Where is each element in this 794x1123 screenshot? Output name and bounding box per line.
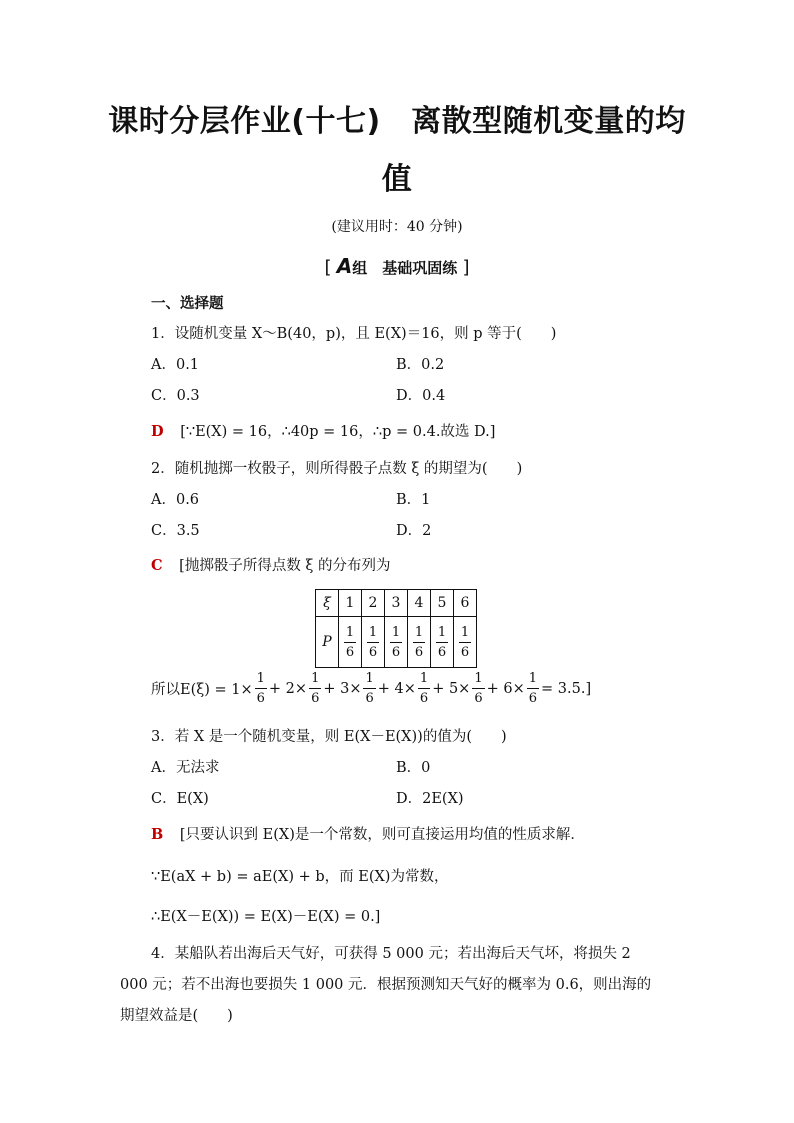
q3-explanation-2: ∵E(aX + b) = aE(X) + b，而 E(X)为常数， [151, 869, 449, 885]
frac-den: 6 [256, 691, 265, 706]
formula-term: + 6× [486, 680, 525, 697]
table-prob [339, 617, 362, 668]
q1-option-c: C．0.3 [151, 388, 200, 404]
q2-option-d: D．2 [396, 523, 432, 539]
expectation-formula [151, 672, 591, 705]
formula-prefix: 所以E(ξ) = 1× [151, 682, 253, 698]
frac-den: 6 [365, 691, 374, 706]
q3-explanation-1: [只要认识到 E(X)是一个常数，则可直接运用均值的性质求解． [179, 827, 585, 843]
frac-num: 1 [459, 626, 471, 643]
frac-num: 1 [309, 672, 321, 689]
formula-frac [309, 672, 321, 705]
frac-num: 1 [472, 672, 484, 689]
q2-option-b: B．1 [396, 492, 431, 508]
table-prob [385, 617, 408, 668]
table-prob [454, 617, 477, 668]
q1-explanation: [∵E(X) = 16，∴40p = 16，∴p = 0.4.故选 D.] [180, 424, 496, 440]
q3-answer: B [151, 826, 164, 843]
formula-suffix: = 3.5.] [541, 680, 592, 697]
q1-stem: 1．设随机变量 X～B(40，p)，且 E(X)＝16，则 p 等于( ) [151, 326, 557, 342]
frac-den: 6 [345, 644, 355, 660]
frac-num: 1 [436, 626, 448, 643]
table-prob [431, 617, 454, 668]
frac-den: 6 [474, 691, 483, 706]
frac-den: 6 [419, 691, 429, 706]
table-prob [362, 617, 385, 668]
q2-solution [151, 554, 391, 575]
q1-solution [151, 420, 495, 441]
q3-stem: 3．若 X 是一个随机变量，则 E(X－E(X))的值为( ) [151, 729, 507, 745]
frac-num: 1 [527, 672, 539, 689]
formula-term: + 5× [432, 680, 471, 697]
frac-num: 1 [413, 626, 425, 643]
frac-num: 1 [255, 672, 267, 689]
q2-option-c: C．3.5 [151, 523, 200, 539]
group-bracket-close: ] [462, 257, 470, 278]
formula-term: + 3× [323, 680, 362, 697]
q3-option-c: C．E(X) [151, 791, 209, 807]
suggested-time: (建议用时：40 分钟) [331, 219, 463, 235]
q4-stem-line3: 期望效益是( ) [120, 1008, 233, 1024]
frac-num: 1 [418, 672, 430, 689]
table-row-values [316, 590, 477, 617]
formula-frac [255, 672, 267, 705]
q1-answer: D [151, 423, 164, 440]
frac-den: 6 [391, 644, 401, 660]
q1-option-d: D．0.4 [396, 388, 446, 404]
page-title-line2: 值 [381, 162, 413, 197]
table-value-2: 2 [362, 590, 385, 617]
q3-solution [151, 823, 585, 844]
table-prob [408, 617, 431, 668]
q4-stem-line1: 4．某船队若出海后天气好，可获得 5 000 元；若出海后天气坏，将损失 2 [151, 946, 631, 962]
frac-num: 1 [344, 626, 356, 643]
frac-den: 6 [437, 644, 447, 660]
q2-option-a: A．0.6 [151, 492, 200, 508]
group-letter: A [336, 254, 353, 278]
q3-option-b: B．0 [396, 760, 431, 776]
table-value-6: 6 [454, 590, 477, 617]
formula-term: + 2× [268, 680, 308, 697]
frac-den: 6 [460, 644, 470, 660]
group-header [0, 254, 794, 278]
table-value-3: 3 [385, 590, 408, 617]
formula-frac [418, 672, 430, 705]
q3-option-d: D．2E(X) [396, 791, 464, 807]
section-heading: 一、选择题 [151, 296, 224, 312]
formula-frac [472, 672, 484, 705]
distribution-table [315, 589, 477, 668]
formula-term: + 4× [377, 680, 416, 697]
q2-stem: 2．随机抛掷一枚骰子，则所得骰子点数 ξ 的期望为( ) [151, 461, 523, 477]
frac-den: 6 [528, 691, 538, 706]
group-label: 组 基础巩固练 [352, 259, 458, 277]
frac-num: 1 [390, 626, 402, 643]
q4-stem-line2: 000 元；若不出海也要损失 1 000 元．根据预测知天气好的概率为 0.6，则出海的 [120, 977, 652, 993]
q3-explanation-3: ∴E(X－E(X)) = E(X)－E(X) = 0.] [151, 909, 381, 925]
table-head-p: P [316, 617, 339, 668]
table-value-5: 5 [431, 590, 454, 617]
frac-den: 6 [368, 644, 378, 660]
table-value-1: 1 [339, 590, 362, 617]
q3-option-a: A．无法求 [151, 760, 220, 776]
formula-frac [363, 672, 375, 705]
frac-num: 1 [367, 626, 379, 643]
group-bracket-open: [ [324, 257, 332, 278]
frac-den: 6 [311, 691, 320, 706]
table-head-xi: ξ [316, 590, 339, 617]
page-title-line1: 课时分层作业(十七) 离散型随机变量的均 [108, 104, 686, 139]
frac-den: 6 [414, 644, 424, 660]
frac-num: 1 [363, 672, 375, 689]
formula-frac [527, 672, 539, 705]
table-value-4: 4 [408, 590, 431, 617]
q1-option-b: B．0.2 [396, 357, 445, 373]
q1-option-a: A．0.1 [151, 357, 200, 373]
q2-answer: C [151, 557, 163, 574]
table-row-probabilities [316, 617, 477, 668]
q2-explanation: [抛掷骰子所得点数 ξ 的分布列为 [179, 558, 391, 574]
